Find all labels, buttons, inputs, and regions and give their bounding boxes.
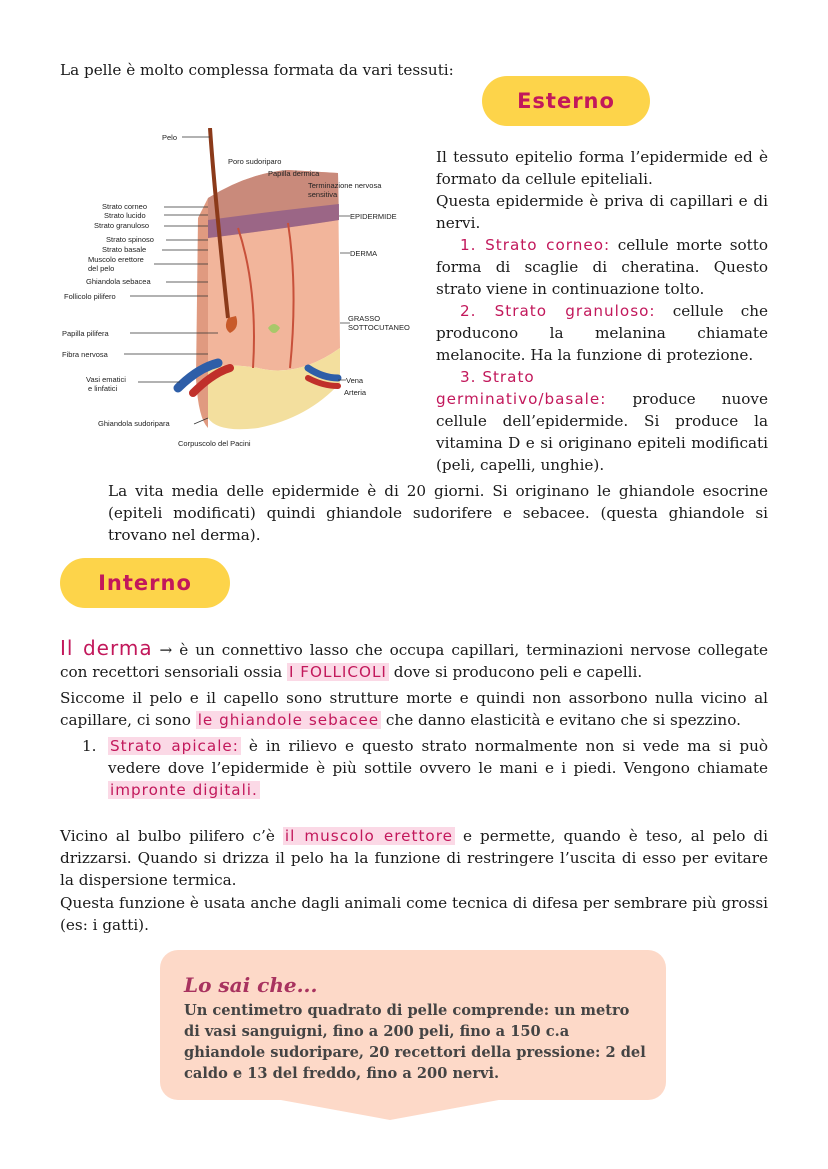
apicale-head: Strato apicale:	[110, 737, 239, 755]
label-linfatici: e linfatici	[88, 384, 118, 393]
follicoli-highlight: I FOLLICOLI	[288, 663, 387, 681]
label-ghiandola-sudoripara: Ghiandola sudoripara	[98, 419, 170, 428]
esterno-p1: Il tessuto epitelio forma l’epidermide ed è formato da cellule epiteliali.	[436, 148, 768, 188]
callout-tail	[270, 1098, 510, 1120]
label-del-pelo: del pelo	[88, 264, 115, 273]
label-epidermide: EPIDERMIDE	[350, 212, 397, 221]
sebacee-highlight: le ghiandole sebacee	[197, 711, 380, 729]
esterno-item-1: 1. Strato corneo: cellule morte sotto forma di scaglie di cheratina. Questo strato viene in continuazione tolto.	[436, 236, 768, 298]
label-derma: DERMA	[350, 249, 378, 258]
muscolo-highlight: il muscolo erettore	[284, 827, 453, 845]
skin-diagram	[58, 128, 420, 458]
esterno-p2: Questa epidermide è priva di capillari e di nervi.	[436, 192, 768, 232]
vita-media-text: La vita media delle epidermide è di 20 giorni. Si originano le ghiandole esocrine (epiteli modificati) quindi ghiandole sudorifere e sebacee. (questa ghiandole si trovano nel derma).	[108, 482, 768, 544]
siccome-paragraph: Siccome il pelo e il capello sono strutture morte e quindi non assorbono nulla vicino al capillare, ci sono le ghiandole sebacee che danno elasticità e evitano che si spezzino.	[60, 689, 768, 729]
label-papilla-pilifera: Papilla pilifera	[62, 329, 109, 338]
label-sottocutaneo: SOTTOCUTANEO	[348, 323, 410, 332]
bulbo-paragraph: Vicino al bulbo pilifero c’è il muscolo erettore e permette, quando è teso, al pelo di drizzarsi. Quando si drizza il pelo ha la funzione di restringere l’uscita di esso per evitare la dispersione termica.	[60, 827, 768, 889]
label-fibra: Fibra nervosa	[62, 350, 108, 359]
label-grasso: GRASSO	[348, 314, 381, 323]
label-muscolo: Muscolo erettore	[88, 255, 144, 264]
label-basale: Strato basale	[102, 245, 147, 254]
label-corpuscolo: Corpuscolo del Pacini	[178, 439, 251, 448]
label-vena: Vena	[346, 376, 364, 385]
callout-text: Un centimetro quadrato di pelle comprende: un metro di vasi sanguigni, fino a 200 peli, fino a 150 c.a ghiandole sudoripare, 20 recettori della pressione: 2 del caldo e 13 del freddo, fino a 200 nervi.	[184, 1002, 646, 1082]
label-spinoso: Strato spinoso	[106, 235, 154, 244]
derma-head: Il derma	[60, 636, 153, 660]
label-pelo: Pelo	[162, 133, 178, 142]
label-arteria: Arteria	[344, 388, 367, 397]
label-terminazione: Terminazione nervosa	[308, 181, 382, 190]
item2-head: 2. Strato granuloso:	[460, 302, 656, 320]
label-papilla-dermica: Papilla dermica	[268, 169, 320, 178]
esterno-heading: Esterno	[482, 76, 650, 126]
label-poro: Poro sudoriparo	[228, 157, 282, 166]
callout-title: Lo sai che...	[184, 973, 318, 997]
derma-paragraph: Il derma → è un connettivo lasso che occupa capillari, terminazioni nervose collegate con recettori sensoriali ossia I FOLLICOLI dove si producono peli e capelli.	[60, 636, 768, 681]
impronte-highlight: impronte digitali.	[110, 781, 258, 799]
label-lucido: Strato lucido	[104, 211, 146, 220]
apicale-paragraph: Strato apicale: è in rilievo e questo strato normalmente non si vede ma si può vedere dove l’epidermide è più sottile ovvero le mani e i piedi. Vengono chiamate impronte digitali.	[108, 737, 768, 799]
funzione-paragraph: Questa funzione è usata anche dagli animali come tecnica di difesa per sembrare più grossi (es: i gatti).	[60, 894, 768, 934]
label-vasi: Vasi ematici	[86, 375, 126, 384]
item1-head: 1. Strato corneo:	[460, 236, 611, 254]
apicale-number: 1.	[82, 737, 97, 755]
esterno-item-3-head: 3. Strato	[460, 368, 535, 386]
interno-heading: Interno	[60, 558, 230, 608]
label-granuloso: Strato granuloso	[94, 221, 150, 230]
callout-box	[160, 950, 666, 1100]
intro-text: La pelle è molto complessa formata da vari tessuti:	[60, 61, 454, 79]
esterno-item-2: 2. Strato granuloso: cellule che producono la melanina chiamate melanocite. Ha la funzione di protezione.	[436, 302, 768, 364]
label-follicolo: Follicolo pilifero	[64, 292, 116, 301]
label-sensitiva: sensitiva	[308, 190, 338, 199]
label-corneo: Strato corneo	[102, 202, 148, 211]
label-ghiandola-sebacea: Ghiandola sebacea	[86, 277, 151, 286]
esterno-text	[436, 146, 768, 476]
esterno-item-3: germinativo/basale: produce nuove cellule dell’epidermide. Si produce la vitamina D e si originano epiteli modificati (peli, capelli, unghie).	[436, 390, 768, 474]
